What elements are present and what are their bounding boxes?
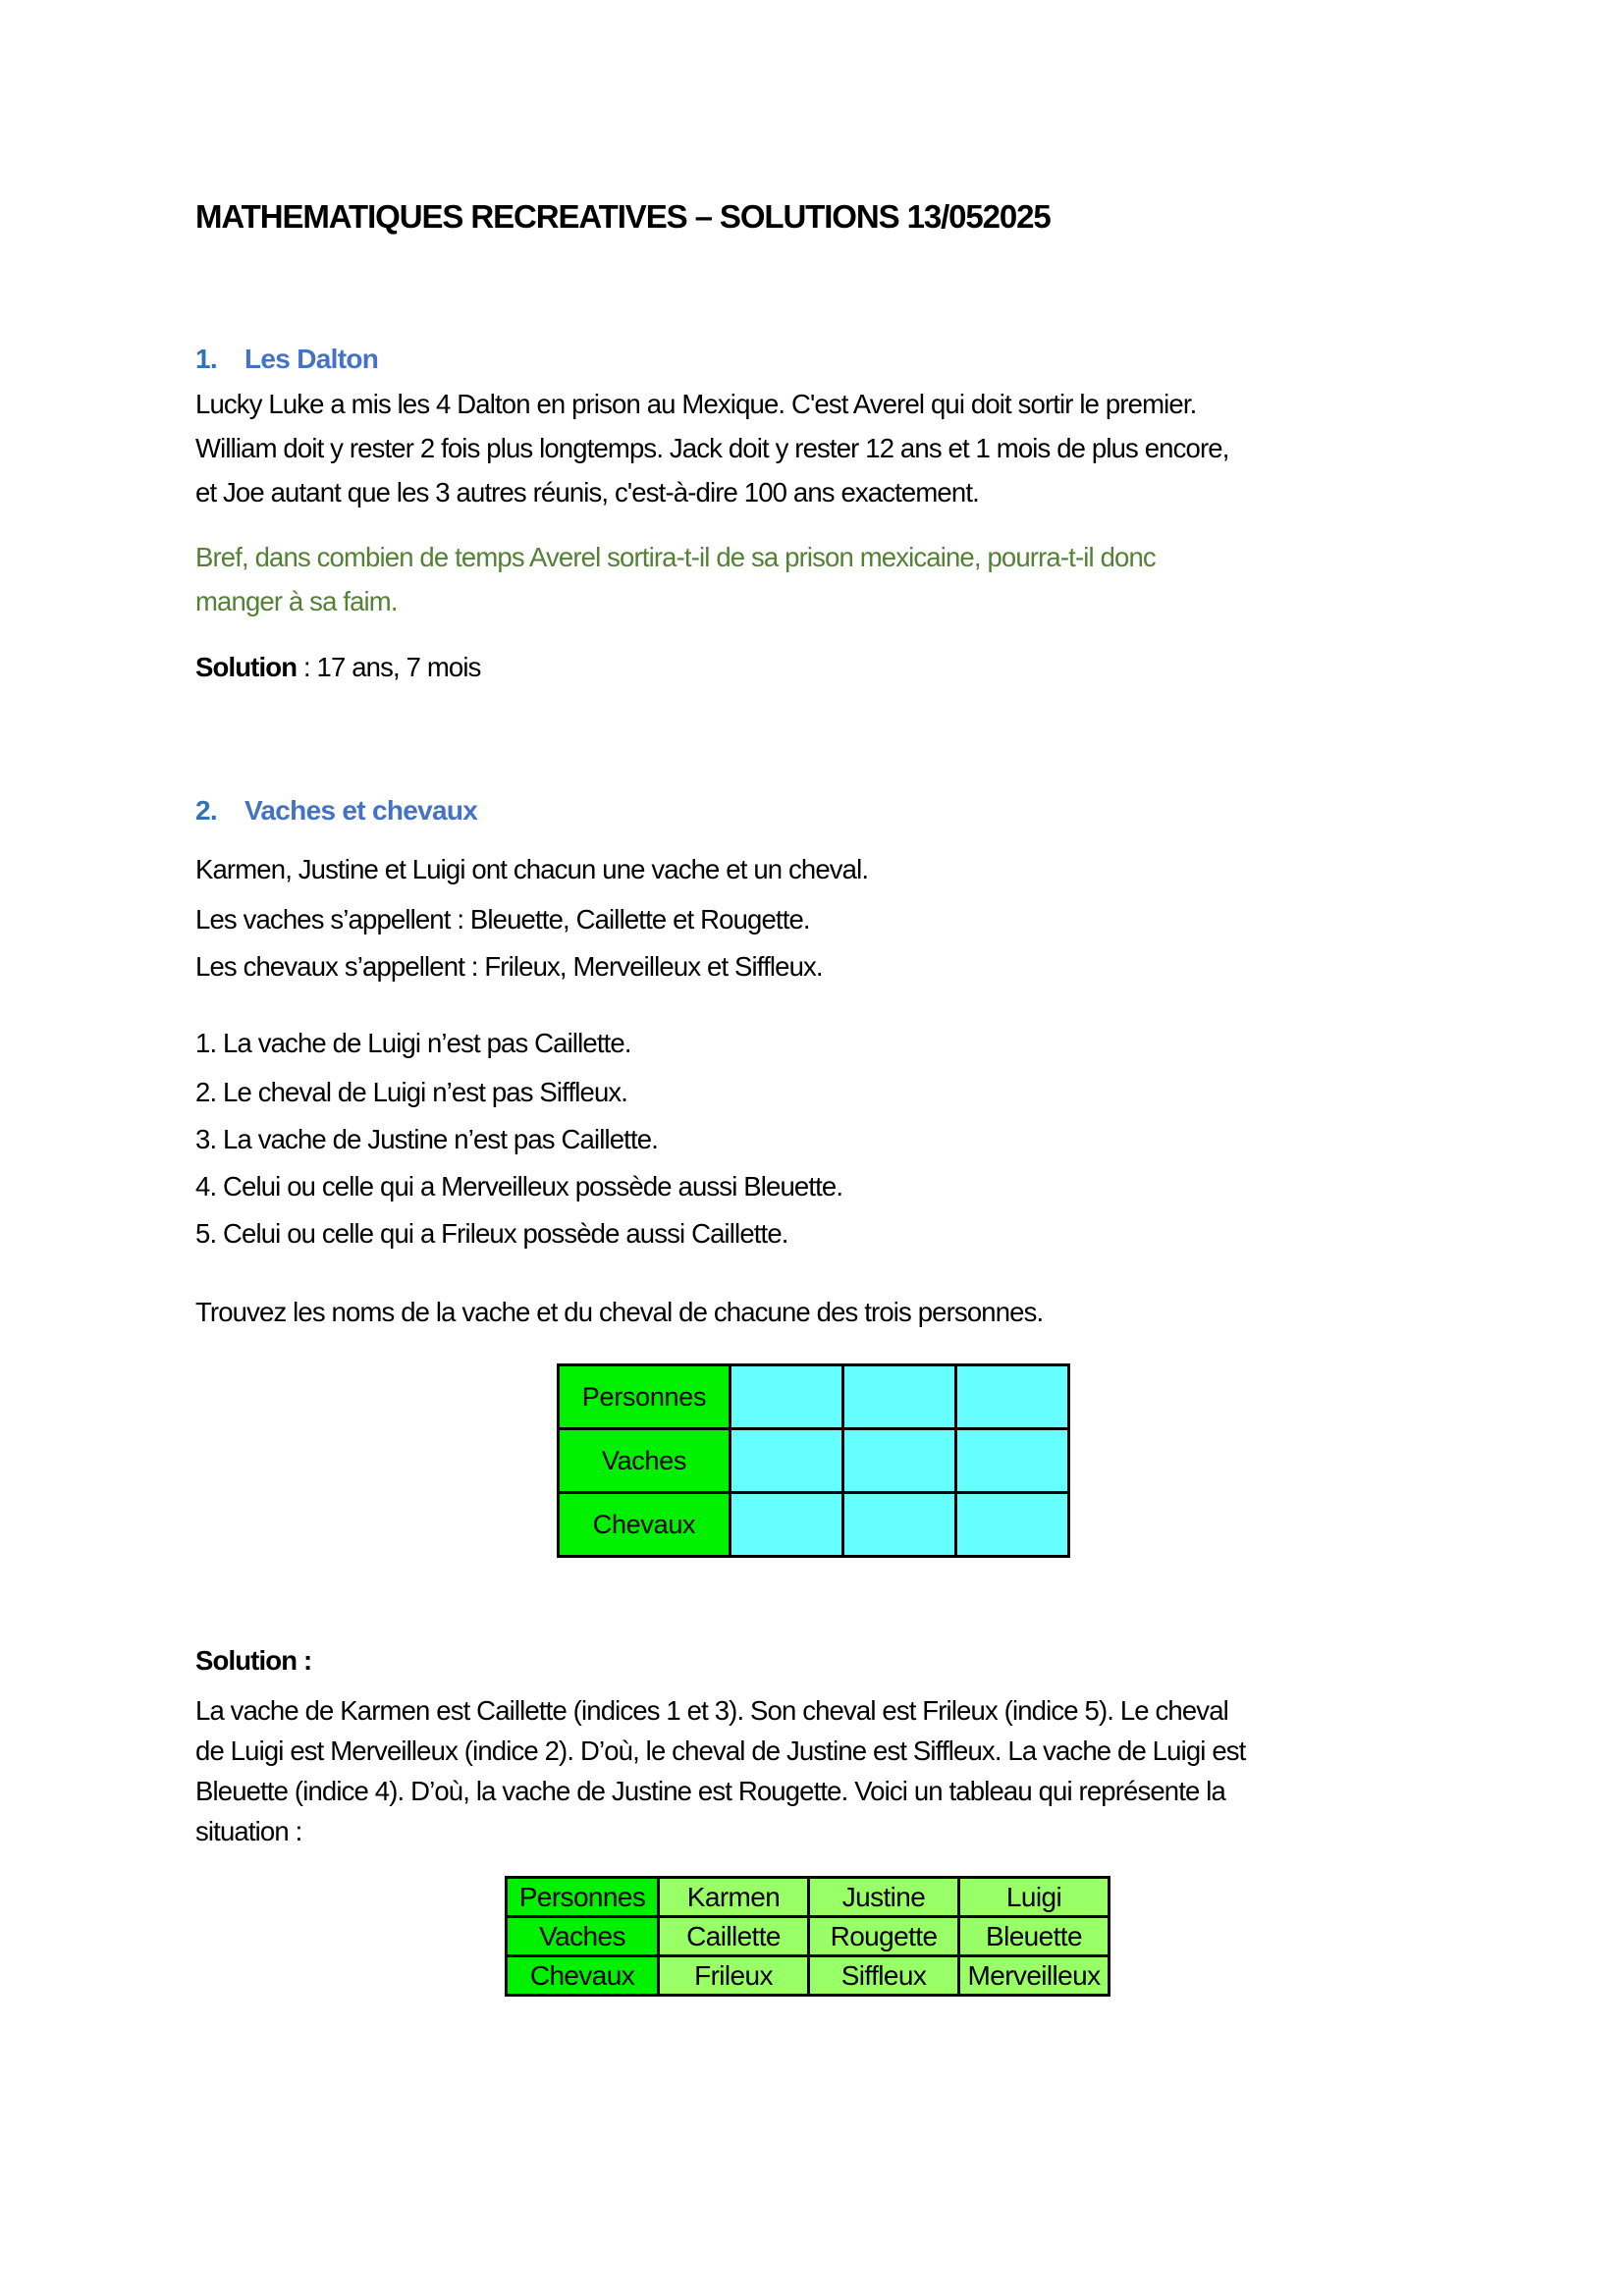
solution-line: Bleuette (indice 4). D’où, la vache de Justine est Rougette. Voici un tableau qui représente la <box>195 1776 1225 1806</box>
solution-line <box>195 651 481 684</box>
row-header: Personnes <box>559 1365 731 1429</box>
table-cell <box>731 1493 843 1557</box>
table-row <box>507 1878 1110 1917</box>
table-row <box>507 1956 1110 1996</box>
intro-line: Karmen, Justine et Luigi ont chacun une vache et un cheval. <box>195 854 869 884</box>
solution-line: de Luigi est Merveilleux (indice 2). D’où, le cheval de Justine est Siffleux. La vache de Luigi est <box>195 1735 1246 1766</box>
table-cell: Merveilleux <box>959 1956 1110 1996</box>
question-line: Bref, dans combien de temps Averel sortira-t-il de sa prison mexicaine, pourra-t-il donc <box>195 542 1156 572</box>
row-header: Chevaux <box>507 1956 659 1996</box>
clue-item: 2. Le cheval de Luigi n’est pas Siffleux. <box>195 1077 628 1107</box>
clue-item: 4. Celui ou celle qui a Merveilleux possède aussi Bleuette. <box>195 1171 843 1201</box>
intro-line: Les chevaux s’appellent : Frileux, Merveilleux et Siffleux. <box>195 951 823 982</box>
document-title: MATHEMATIQUES RECREATIVES – SOLUTIONS 13/052025 <box>195 198 1051 235</box>
table-cell <box>956 1493 1069 1557</box>
solution-label: Solution <box>195 652 298 682</box>
row-header: Vaches <box>559 1429 731 1493</box>
paragraph-line: William doit y rester 2 fois plus longtemps. Jack doit y rester 12 ans et 1 mois de plus encore, <box>195 433 1229 463</box>
table-cell: Caillette <box>659 1917 809 1956</box>
section-title: Les Dalton <box>244 344 379 374</box>
empty-puzzle-table <box>557 1363 1070 1558</box>
section-heading-vaches-chevaux <box>195 795 477 827</box>
solution-line: situation : <box>195 1816 302 1846</box>
paragraph-line: Lucky Luke a mis les 4 Dalton en prison au Mexique. C'est Averel qui doit sortir le premier. <box>195 389 1197 419</box>
table-cell: Bleuette <box>959 1917 1110 1956</box>
table-cell <box>843 1429 956 1493</box>
section-heading-les-dalton <box>195 344 378 375</box>
paragraph-line: et Joe autant que les 3 autres réunis, c'est-à-dire 100 ans exactement. <box>195 477 979 507</box>
solution-label: Solution : <box>195 1645 312 1676</box>
row-header: Vaches <box>507 1917 659 1956</box>
solution-table <box>505 1876 1110 1997</box>
intro-line: Les vaches s’appellent : Bleuette, Caillette et Rougette. <box>195 904 810 934</box>
solution-value: : 17 ans, 7 mois <box>297 652 481 682</box>
section-number: 1. <box>195 344 217 374</box>
row-header: Personnes <box>507 1878 659 1917</box>
clue-item: 1. La vache de Luigi n’est pas Caillette. <box>195 1028 631 1058</box>
task-text: Trouvez les noms de la vache et du cheval de chacune des trois personnes. <box>195 1297 1044 1327</box>
clue-item: 5. Celui ou celle qui a Frileux possède aussi Caillette. <box>195 1218 788 1249</box>
section-title: Vaches et chevaux <box>244 795 478 826</box>
table-cell: Justine <box>809 1878 959 1917</box>
table-cell: Luigi <box>959 1878 1110 1917</box>
table-cell <box>956 1365 1069 1429</box>
table-row <box>559 1365 1069 1429</box>
table-row <box>507 1917 1110 1956</box>
question-line: manger à sa faim. <box>195 586 398 616</box>
solution-line: La vache de Karmen est Caillette (indices 1 et 3). Son cheval est Frileux (indice 5). Le cheval <box>195 1695 1228 1726</box>
row-header: Chevaux <box>559 1493 731 1557</box>
table-row <box>559 1493 1069 1557</box>
table-cell <box>843 1493 956 1557</box>
table-cell: Frileux <box>659 1956 809 1996</box>
table-cell <box>843 1365 956 1429</box>
table-row <box>559 1429 1069 1493</box>
table-cell: Karmen <box>659 1878 809 1917</box>
table-cell: Siffleux <box>809 1956 959 1996</box>
table-cell <box>731 1429 843 1493</box>
table-cell <box>956 1429 1069 1493</box>
clue-item: 3. La vache de Justine n’est pas Caillette. <box>195 1124 658 1154</box>
table-cell: Rougette <box>809 1917 959 1956</box>
section-number: 2. <box>195 795 217 826</box>
table-cell <box>731 1365 843 1429</box>
